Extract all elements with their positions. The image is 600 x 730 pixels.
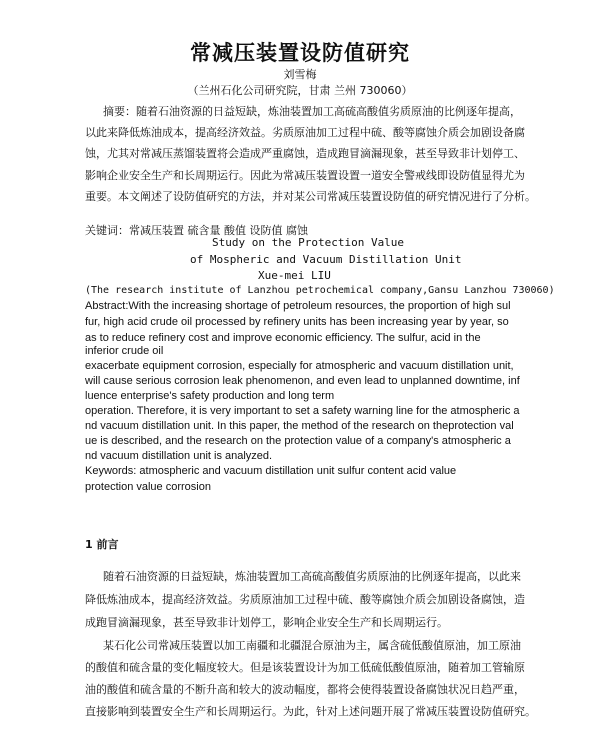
abstract-en-line: exacerbate equipment corrosion, especially for atmospheric and vacuum distillation unit, — [85, 360, 514, 372]
english-title-line: Study on the Protection Value — [212, 236, 405, 249]
abstract-en-line: luence enterprise's safety production and long term — [85, 390, 335, 402]
body-paragraph-line: 成跑冒滴漏现象，甚至导致非计划停工，影响企业安全生产和长周期运行。 — [85, 616, 448, 629]
abstract-en-line: Abstract:With the increasing shortage of petroleum resources, the proportion of high sul — [85, 300, 511, 312]
keywords-zh: 关键词：常减压装置 硫含量 酸值 设防值 腐蚀 — [85, 224, 308, 237]
abstract-en-line: inferior crude oil — [85, 345, 164, 357]
abstract-en-line: operation. Therefore, it is very important to set a safety warning line for the atmospheric a — [85, 405, 520, 417]
abstract-en-line: as to reduce refinery cost and improve economic efficiency. The sulfur, acid in the — [85, 332, 481, 344]
body-paragraph-line: 降低炼油成本，提高经济效益。劣质原油加工过程中硫、酸等腐蚀介质会加剧设备腐蚀，造 — [85, 593, 525, 606]
body-paragraph-line: 某石化公司常减压装置以加工南疆和北疆混合原油为主，属含硫低酸值原油，加工原油 — [103, 639, 521, 652]
abstract-zh-line: 重要。本文阐述了设防值研究的方法，并对某公司常减压装置设防值的研究情况进行了分析。 — [85, 190, 536, 203]
paper-title: 常减压装置设防值研究 — [190, 41, 410, 65]
keywords-en: protection value corrosion — [85, 481, 211, 493]
keywords-en: Keywords: atmospheric and vacuum distillation unit sulfur content acid value — [85, 465, 457, 477]
abstract-en-line: nd vacuum distillation unit. In this paper, the method of the research on theprotection val — [85, 420, 514, 432]
author-name: 刘雪梅 — [283, 68, 317, 81]
abstract-zh-line: 以此来降低炼油成本，提高经济效益。劣质原油加工过程中硫、酸等腐蚀介质会加剧设备腐 — [85, 126, 525, 139]
body-paragraph-line: 直接影响到装置安全生产和长周期运行。为此，针对上述问题开展了常减压装置设防值研究。 — [85, 705, 536, 718]
body-paragraph-line: 的酸值和硫含量的变化幅度较大。但是该装置设计为加工低硫低酸值原油，随着加工管输原 — [85, 661, 525, 674]
section-heading: 1 前言 — [85, 538, 119, 551]
author-affiliation: （兰州石化公司研究院，甘肃 兰州 730060） — [187, 84, 413, 97]
body-paragraph-line: 油的酸值和硫含量的不断升高和较大的波动幅度，都将会使得装置设备腐蚀状况日趋严重， — [85, 683, 525, 696]
abstract-en-line: fur, high acid crude oil processed by refinery units has been increasing year by year, so — [85, 316, 509, 328]
abstract-en-line: nd vacuum distillation unit is analyzed. — [85, 450, 273, 462]
abstract-zh-line: 影响企业安全生产和长周期运行。因此为常减压装置设置一道安全警戒线即设防值显得尤为 — [85, 169, 525, 182]
english-title-line: of Mospheric and Vacuum Distillation Unit — [190, 253, 462, 266]
abstract-zh-line: 蚀，尤其对常减压蒸馏装置将会造成严重腐蚀，造成跑冒滴漏现象，甚至导致非计划停工、 — [85, 147, 525, 160]
english-author: Xue-mei LIU — [258, 269, 331, 282]
abstract-en-line: will cause serious corrosion leak phenomenon, and even lead to unplanned downtime, inf — [85, 375, 520, 387]
abstract-zh-line: 摘要：随着石油资源的日益短缺，炼油装置加工高硫高酸值劣质原油的比例逐年提高， — [103, 105, 521, 118]
body-paragraph-line: 随着石油资源的日益短缺，炼油装置加工高硫高酸值劣质原油的比例逐年提高，以此来 — [103, 570, 521, 583]
english-affiliation: (The research institute of Lanzhou petrochemical company,Gansu Lanzhou 730060) — [85, 285, 555, 296]
abstract-en-line: ue is described, and the research on the protection value of a company's atmospheric a — [85, 435, 511, 447]
